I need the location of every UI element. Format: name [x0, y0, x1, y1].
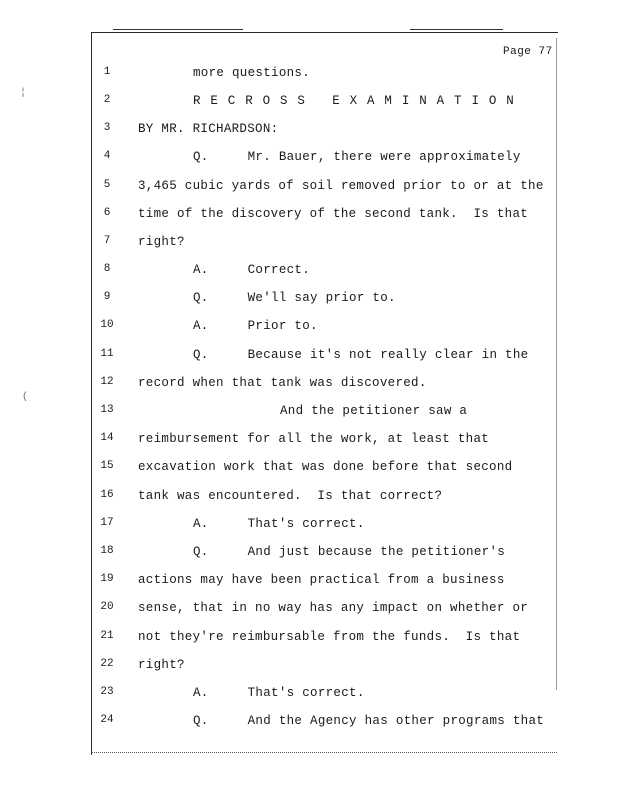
transcript-line: And the petitioner saw a — [280, 404, 468, 418]
page-number: Page 77 — [503, 46, 553, 58]
line-number: 23 — [100, 686, 114, 698]
line-number: 12 — [100, 376, 114, 388]
transcript-line: actions may have been practical from a business — [138, 573, 505, 587]
line-number: 5 — [103, 179, 111, 191]
top-rule-left — [113, 29, 243, 30]
line-number: 10 — [100, 319, 114, 331]
line-number: 21 — [100, 630, 114, 642]
margin-mark: ( — [22, 392, 29, 403]
transcript-line: BY MR. RICHARDSON: — [138, 122, 279, 136]
line-number: 17 — [100, 517, 114, 529]
transcript-line: tank was encountered. Is that correct? — [138, 489, 443, 503]
transcript-line: Q. We'll say prior to. — [193, 291, 396, 305]
transcript-line: reimbursement for all the work, at least that — [138, 432, 490, 446]
transcript-line: sense, that in no way has any impact on whether or — [138, 601, 529, 615]
line-number: 2 — [103, 94, 111, 106]
line-number: 9 — [103, 291, 111, 303]
line-number: 8 — [103, 263, 111, 275]
line-number: 15 — [100, 460, 114, 472]
line-number: 16 — [100, 489, 114, 501]
transcript-line: A. That's correct. — [193, 517, 365, 531]
transcript-line: 3,465 cubic yards of soil removed prior to or at the — [138, 179, 544, 193]
transcript-line: A. Prior to. — [193, 319, 318, 333]
line-number: 1 — [103, 66, 111, 78]
bottom-rule — [91, 752, 557, 753]
line-number: 19 — [100, 573, 114, 585]
transcript-line: time of the discovery of the second tank. Is that — [138, 207, 529, 221]
transcript-line: Q. Because it's not really clear in the — [193, 348, 529, 362]
line-number: 11 — [100, 348, 114, 360]
transcript-line: A. Correct. — [193, 263, 311, 277]
transcript-line: more questions. — [193, 66, 311, 80]
transcript-line: Q. Mr. Bauer, there were approximately — [193, 150, 521, 164]
line-number: 13 — [100, 404, 114, 416]
transcript-line: record when that tank was discovered. — [138, 376, 427, 390]
page-frame — [91, 32, 558, 755]
section-heading: R E C R O S S E X A M I N A T I O N — [193, 94, 515, 108]
line-number: 3 — [103, 122, 111, 134]
line-number: 7 — [103, 235, 111, 247]
top-rule-right — [410, 29, 503, 30]
line-number: 20 — [100, 601, 114, 613]
line-number: 4 — [103, 150, 111, 162]
line-number: 14 — [100, 432, 114, 444]
line-number: 18 — [100, 545, 114, 557]
transcript-line: right? — [138, 658, 185, 672]
right-margin-rule — [556, 38, 557, 690]
transcript-line: right? — [138, 235, 185, 249]
transcript-line: Q. And the Agency has other programs that — [193, 714, 545, 728]
transcript-line: Q. And just because the petitioner's — [193, 545, 506, 559]
line-number: 6 — [103, 207, 111, 219]
line-number: 22 — [100, 658, 114, 670]
margin-mark: ¦ — [20, 88, 27, 99]
transcript-line: not they're reimbursable from the funds. Is that — [138, 630, 521, 644]
line-number: 24 — [100, 714, 114, 726]
transcript-line: A. That's correct. — [193, 686, 365, 700]
transcript-line: excavation work that was done before that second — [138, 460, 513, 474]
